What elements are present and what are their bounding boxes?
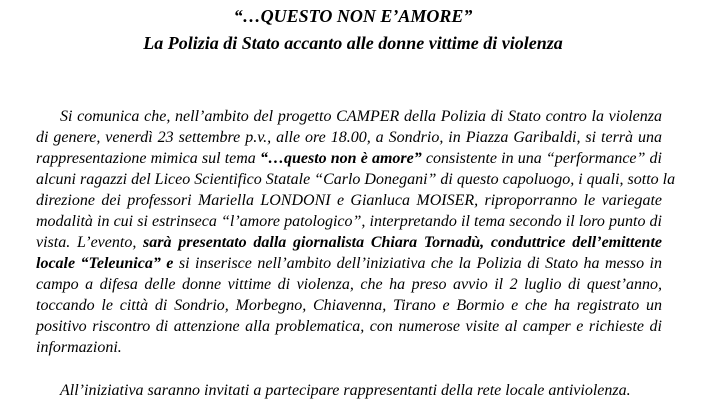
body-text: consistente in una “performance” di bbox=[421, 150, 663, 167]
body-line: direzione dei professori Mariella LONDONI e Gianluca MOISER, riproporranno le variegate bbox=[36, 192, 662, 209]
body-line bbox=[36, 150, 662, 168]
presenter-text: sarà presentato dalla giornalista Chiara Tornadù, conduttrice dell’emittente bbox=[143, 234, 662, 251]
body-text: si inserisce nell’ambito dell’iniziativa che la Polizia di Stato ha messo in bbox=[173, 255, 663, 272]
body-line: di genere, venerdì 23 settembre p.v., alle ore 18.00, a Sondrio, in Piazza Garibaldi, si terrà una bbox=[36, 129, 662, 146]
body-line: toccando le città di Sondrio, Morbegno, Chiavenna, Tirano e Bormio e che ha registrato un bbox=[36, 297, 662, 314]
performance-title: “…questo non è amore” bbox=[259, 150, 422, 167]
body-line: positivo riscontro di attenzione alla problematica, con numerose visite al camper e richieste di bbox=[36, 318, 662, 335]
body-text: vista. L’evento, bbox=[36, 234, 144, 251]
body-line bbox=[36, 255, 662, 273]
body-line: alcuni ragazzi del Liceo Scientifico Statale “Carlo Donegani” di questo capoluogo, i quali, sotto la bbox=[36, 171, 676, 188]
body-line: Si comunica che, nell’ambito del progetto CAMPER della Polizia di Stato contro la violenza bbox=[60, 108, 662, 125]
document-title: “…QUESTO NON E’AMORE” bbox=[233, 6, 473, 26]
document-subtitle: La Polizia di Stato accanto alle donne vittime di violenza bbox=[143, 33, 563, 53]
broadcaster-text: locale “Teleunica” e bbox=[36, 255, 174, 272]
body-line: campo a difesa delle donne vittime di violenza, che ha preso avvio il 2 luglio di quest’anno, bbox=[36, 276, 662, 293]
body-paragraph-2: All’iniziativa saranno invitati a partecipare rappresentanti della rete locale antiviolenza. bbox=[60, 382, 631, 399]
body-line bbox=[36, 234, 662, 252]
body-line: informazioni. bbox=[36, 339, 122, 356]
body-text: rappresentazione mimica sul tema bbox=[36, 150, 260, 167]
body-line: modalità in cui si estrinseca “l’amore patologico”, interpretando il tema secondo il loro punto di bbox=[36, 213, 662, 230]
